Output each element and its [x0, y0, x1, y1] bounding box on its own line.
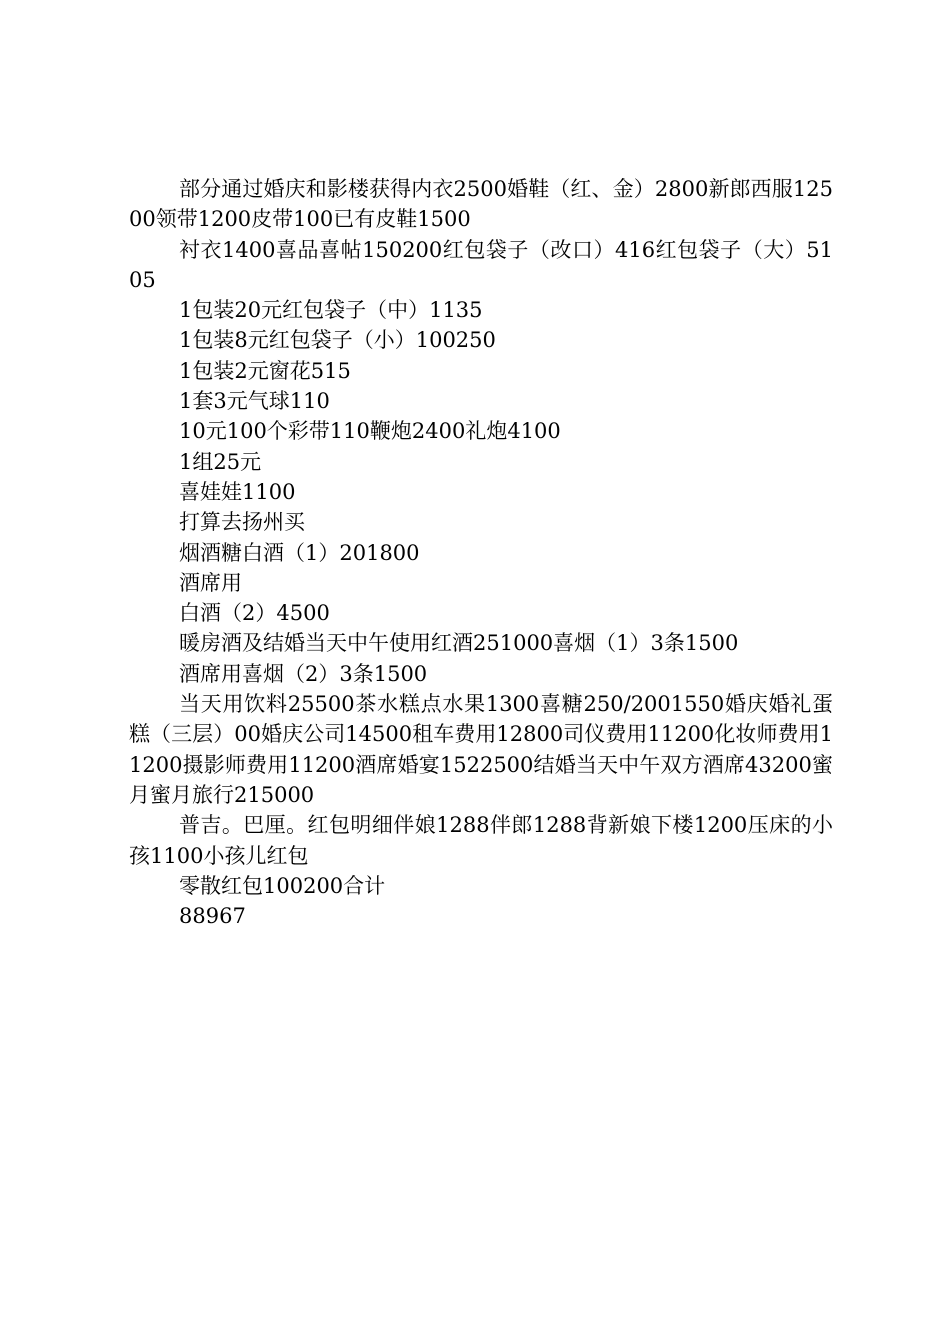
paragraph-5: 1包装2元窗花515 — [179, 358, 351, 383]
paragraph-14: 暖房酒及结婚当天中午使用红酒251000喜烟（1）3条1500 — [179, 631, 739, 656]
paragraph-9: 喜娃娃1100 — [179, 479, 296, 504]
document-body — [129, 174, 833, 931]
paragraph-7: 10元100个彩带110鞭炮2400礼炮4100 — [179, 419, 561, 444]
paragraph-19: 88967 — [179, 904, 246, 929]
paragraph-15: 酒席用喜烟（2）3条1500 — [179, 661, 428, 686]
paragraph-18: 零散红包100200合计 — [179, 873, 386, 898]
paragraph-16: 当天用饮料25500茶水糕点水果1300喜糖250/2001550婚庆婚礼蛋糕（三层）00婚庆公司14500租车费用12800司仪费用11200化妆师费用11200摄影师费用11200酒席婚宴1522500结婚当天中午双方酒席43200蜜月蜜月旅行215000 — [129, 692, 833, 807]
paragraph-17: 普吉。巴厘。红包明细伴娘1288伴郎1288背新娘下楼1200压床的小孩1100小孩儿红包 — [129, 813, 833, 868]
paragraph-6: 1套3元气球110 — [179, 389, 330, 414]
paragraph-1: 部分通过婚庆和影楼获得内衣2500婚鞋（红、金）2800新郎西服12500领带1200皮带100已有皮鞋1500 — [129, 177, 833, 232]
paragraph-4: 1包装8元红包袋子（小）100250 — [179, 328, 496, 353]
paragraph-8: 1组25元 — [179, 449, 262, 474]
paragraph-2: 衬衣1400喜品喜帖150200红包袋子（改口）416红包袋子（大）5105 — [129, 237, 833, 292]
paragraph-13: 白酒（2）4500 — [179, 601, 330, 626]
paragraph-3: 1包装20元红包袋子（中）1135 — [179, 298, 483, 323]
paragraph-10: 打算去扬州买 — [179, 510, 305, 535]
paragraph-12: 酒席用 — [179, 570, 242, 595]
paragraph-11: 烟酒糖白酒（1）201800 — [179, 540, 420, 565]
